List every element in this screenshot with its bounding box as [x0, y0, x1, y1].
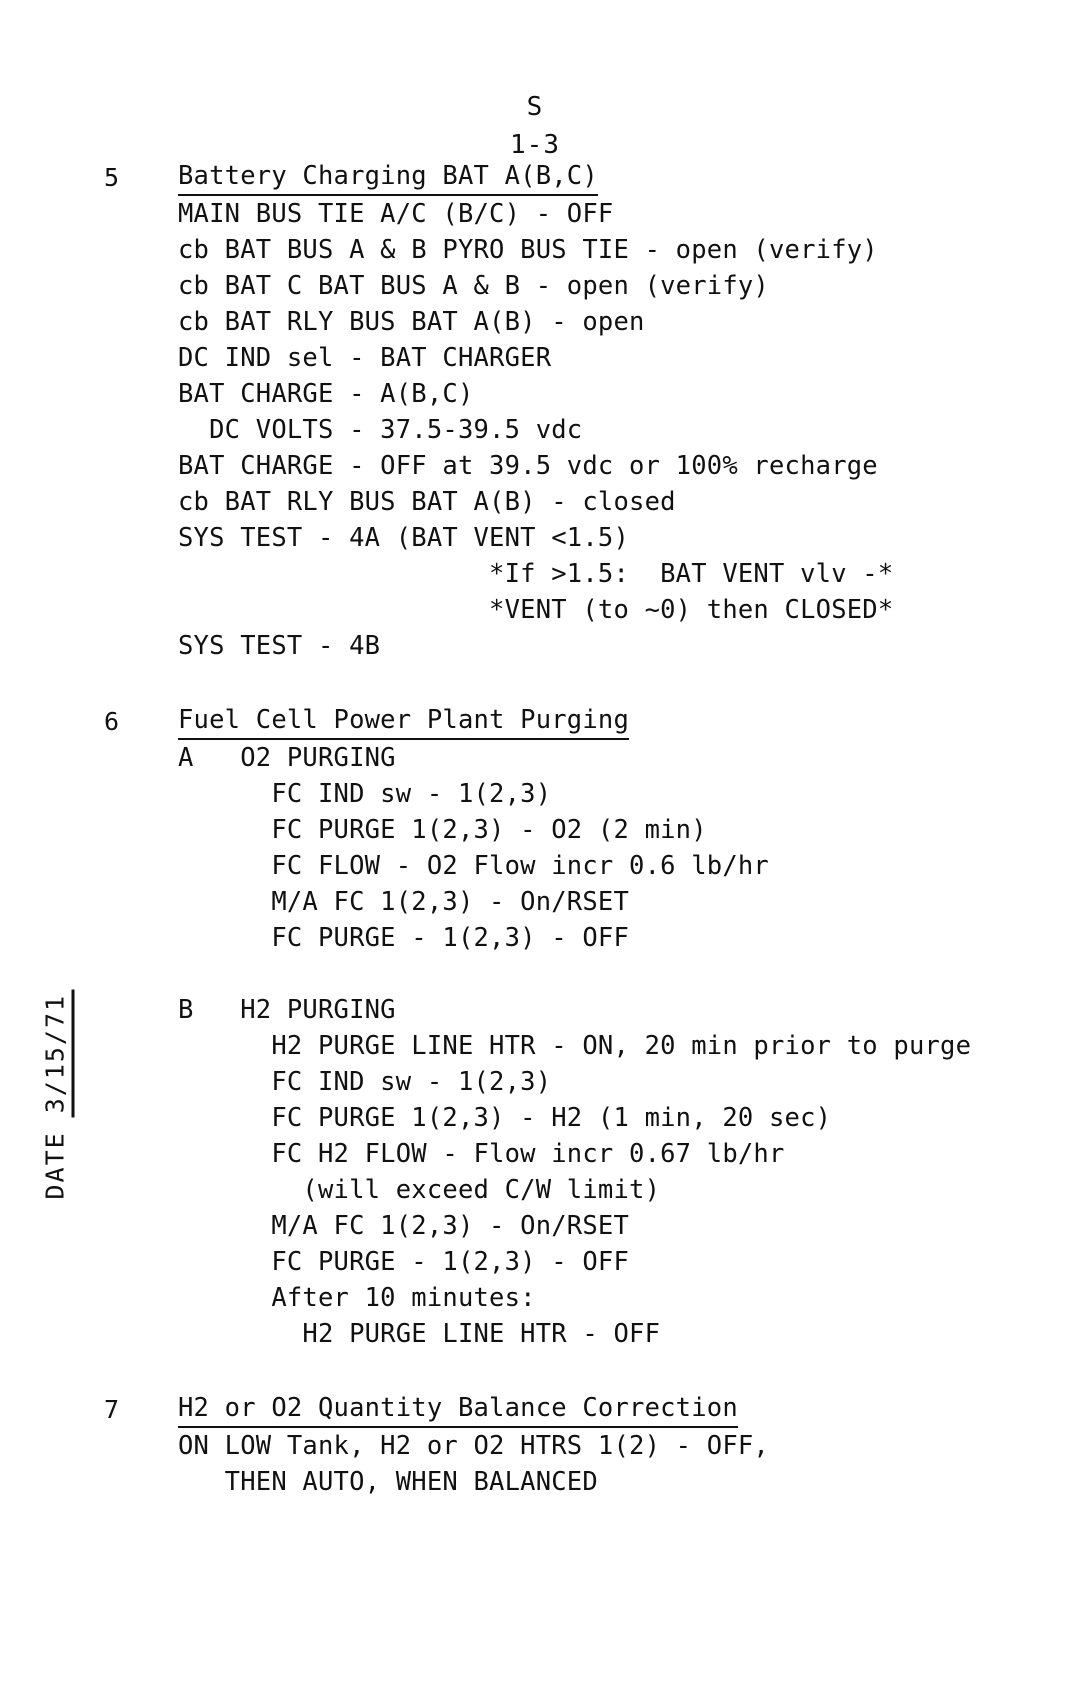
section-number: 6: [104, 707, 120, 736]
procedure-line: ON LOW Tank, H2 or O2 HTRS 1(2) - OFF,: [178, 1431, 769, 1461]
section-title: Battery Charging BAT A(B,C): [178, 160, 598, 196]
procedure-line: SYS TEST - 4B: [178, 631, 381, 661]
procedure-line: DC VOLTS - 37.5-39.5 vdc: [178, 415, 583, 445]
procedure-line: cb BAT C BAT BUS A & B - open (verify): [178, 271, 769, 301]
procedure-section-5: [0, 160, 1070, 664]
procedure-line: MAIN BUS TIE A/C (B/C) - OFF: [178, 199, 614, 229]
procedure-line: cb BAT BUS A & B PYRO BUS TIE - open (verify): [178, 235, 878, 265]
procedure-line: (will exceed C/W limit): [178, 1175, 661, 1205]
procedure-line: BAT CHARGE - OFF at 39.5 vdc or 100% recharge: [178, 451, 878, 481]
procedure-line: FC IND sw - 1(2,3): [178, 1067, 552, 1097]
date-value: 3/15/71: [41, 990, 75, 1117]
procedure-line: FC PURGE - 1(2,3) - OFF: [178, 923, 630, 953]
procedure-line: DC IND sel - BAT CHARGER: [178, 343, 552, 373]
procedure-line: cb BAT RLY BUS BAT A(B) - open: [178, 307, 645, 337]
procedure-line: A O2 PURGING: [178, 743, 396, 773]
page-header: [0, 88, 1070, 164]
procedure-section-6: [0, 704, 1070, 1352]
procedure-line: *If >1.5: BAT VENT vlv -*: [178, 559, 894, 589]
procedure-line: FC PURGE 1(2,3) - O2 (2 min): [178, 815, 707, 845]
procedure-line: THEN AUTO, WHEN BALANCED: [178, 1467, 598, 1497]
section-body: [178, 704, 1070, 1352]
header-line-1: S: [526, 92, 544, 122]
procedure-line: *VENT (to ~0) then CLOSED*: [178, 595, 894, 625]
procedure-line: After 10 minutes:: [178, 1283, 536, 1313]
procedure-line: H2 PURGE LINE HTR - OFF: [178, 1319, 661, 1349]
procedure-line: B H2 PURGING: [178, 995, 396, 1025]
procedure-list: [0, 160, 1070, 1534]
procedure-section-7: [0, 1392, 1070, 1500]
section-number: 5: [104, 163, 120, 192]
procedure-line: BAT CHARGE - A(B,C): [178, 379, 474, 409]
procedure-line: FC PURGE - 1(2,3) - OFF: [178, 1247, 630, 1277]
procedure-line: cb BAT RLY BUS BAT A(B) - closed: [178, 487, 676, 517]
procedure-line: SYS TEST - 4A (BAT VENT <1.5): [178, 523, 630, 553]
procedure-line: FC PURGE 1(2,3) - H2 (1 min, 20 sec): [178, 1103, 832, 1133]
header-line-2: 1-3: [510, 130, 560, 160]
procedure-line-blank: [178, 956, 1050, 992]
section-title: H2 or O2 Quantity Balance Correction: [178, 1392, 738, 1428]
procedure-line: FC FLOW - O2 Flow incr 0.6 lb/hr: [178, 851, 769, 881]
procedure-line: M/A FC 1(2,3) - On/RSET: [178, 1211, 630, 1241]
procedure-line: FC H2 FLOW - Flow incr 0.67 lb/hr: [178, 1139, 785, 1169]
section-body: [178, 160, 1070, 664]
date-label: DATE: [40, 1131, 70, 1200]
section-title: Fuel Cell Power Plant Purging: [178, 704, 629, 740]
procedure-line: H2 PURGE LINE HTR - ON, 20 min prior to purge: [178, 1031, 972, 1061]
section-number: 7: [104, 1395, 120, 1424]
procedure-line: M/A FC 1(2,3) - On/RSET: [178, 887, 630, 917]
section-body: [178, 1392, 1070, 1500]
procedure-line: FC IND sw - 1(2,3): [178, 779, 552, 809]
